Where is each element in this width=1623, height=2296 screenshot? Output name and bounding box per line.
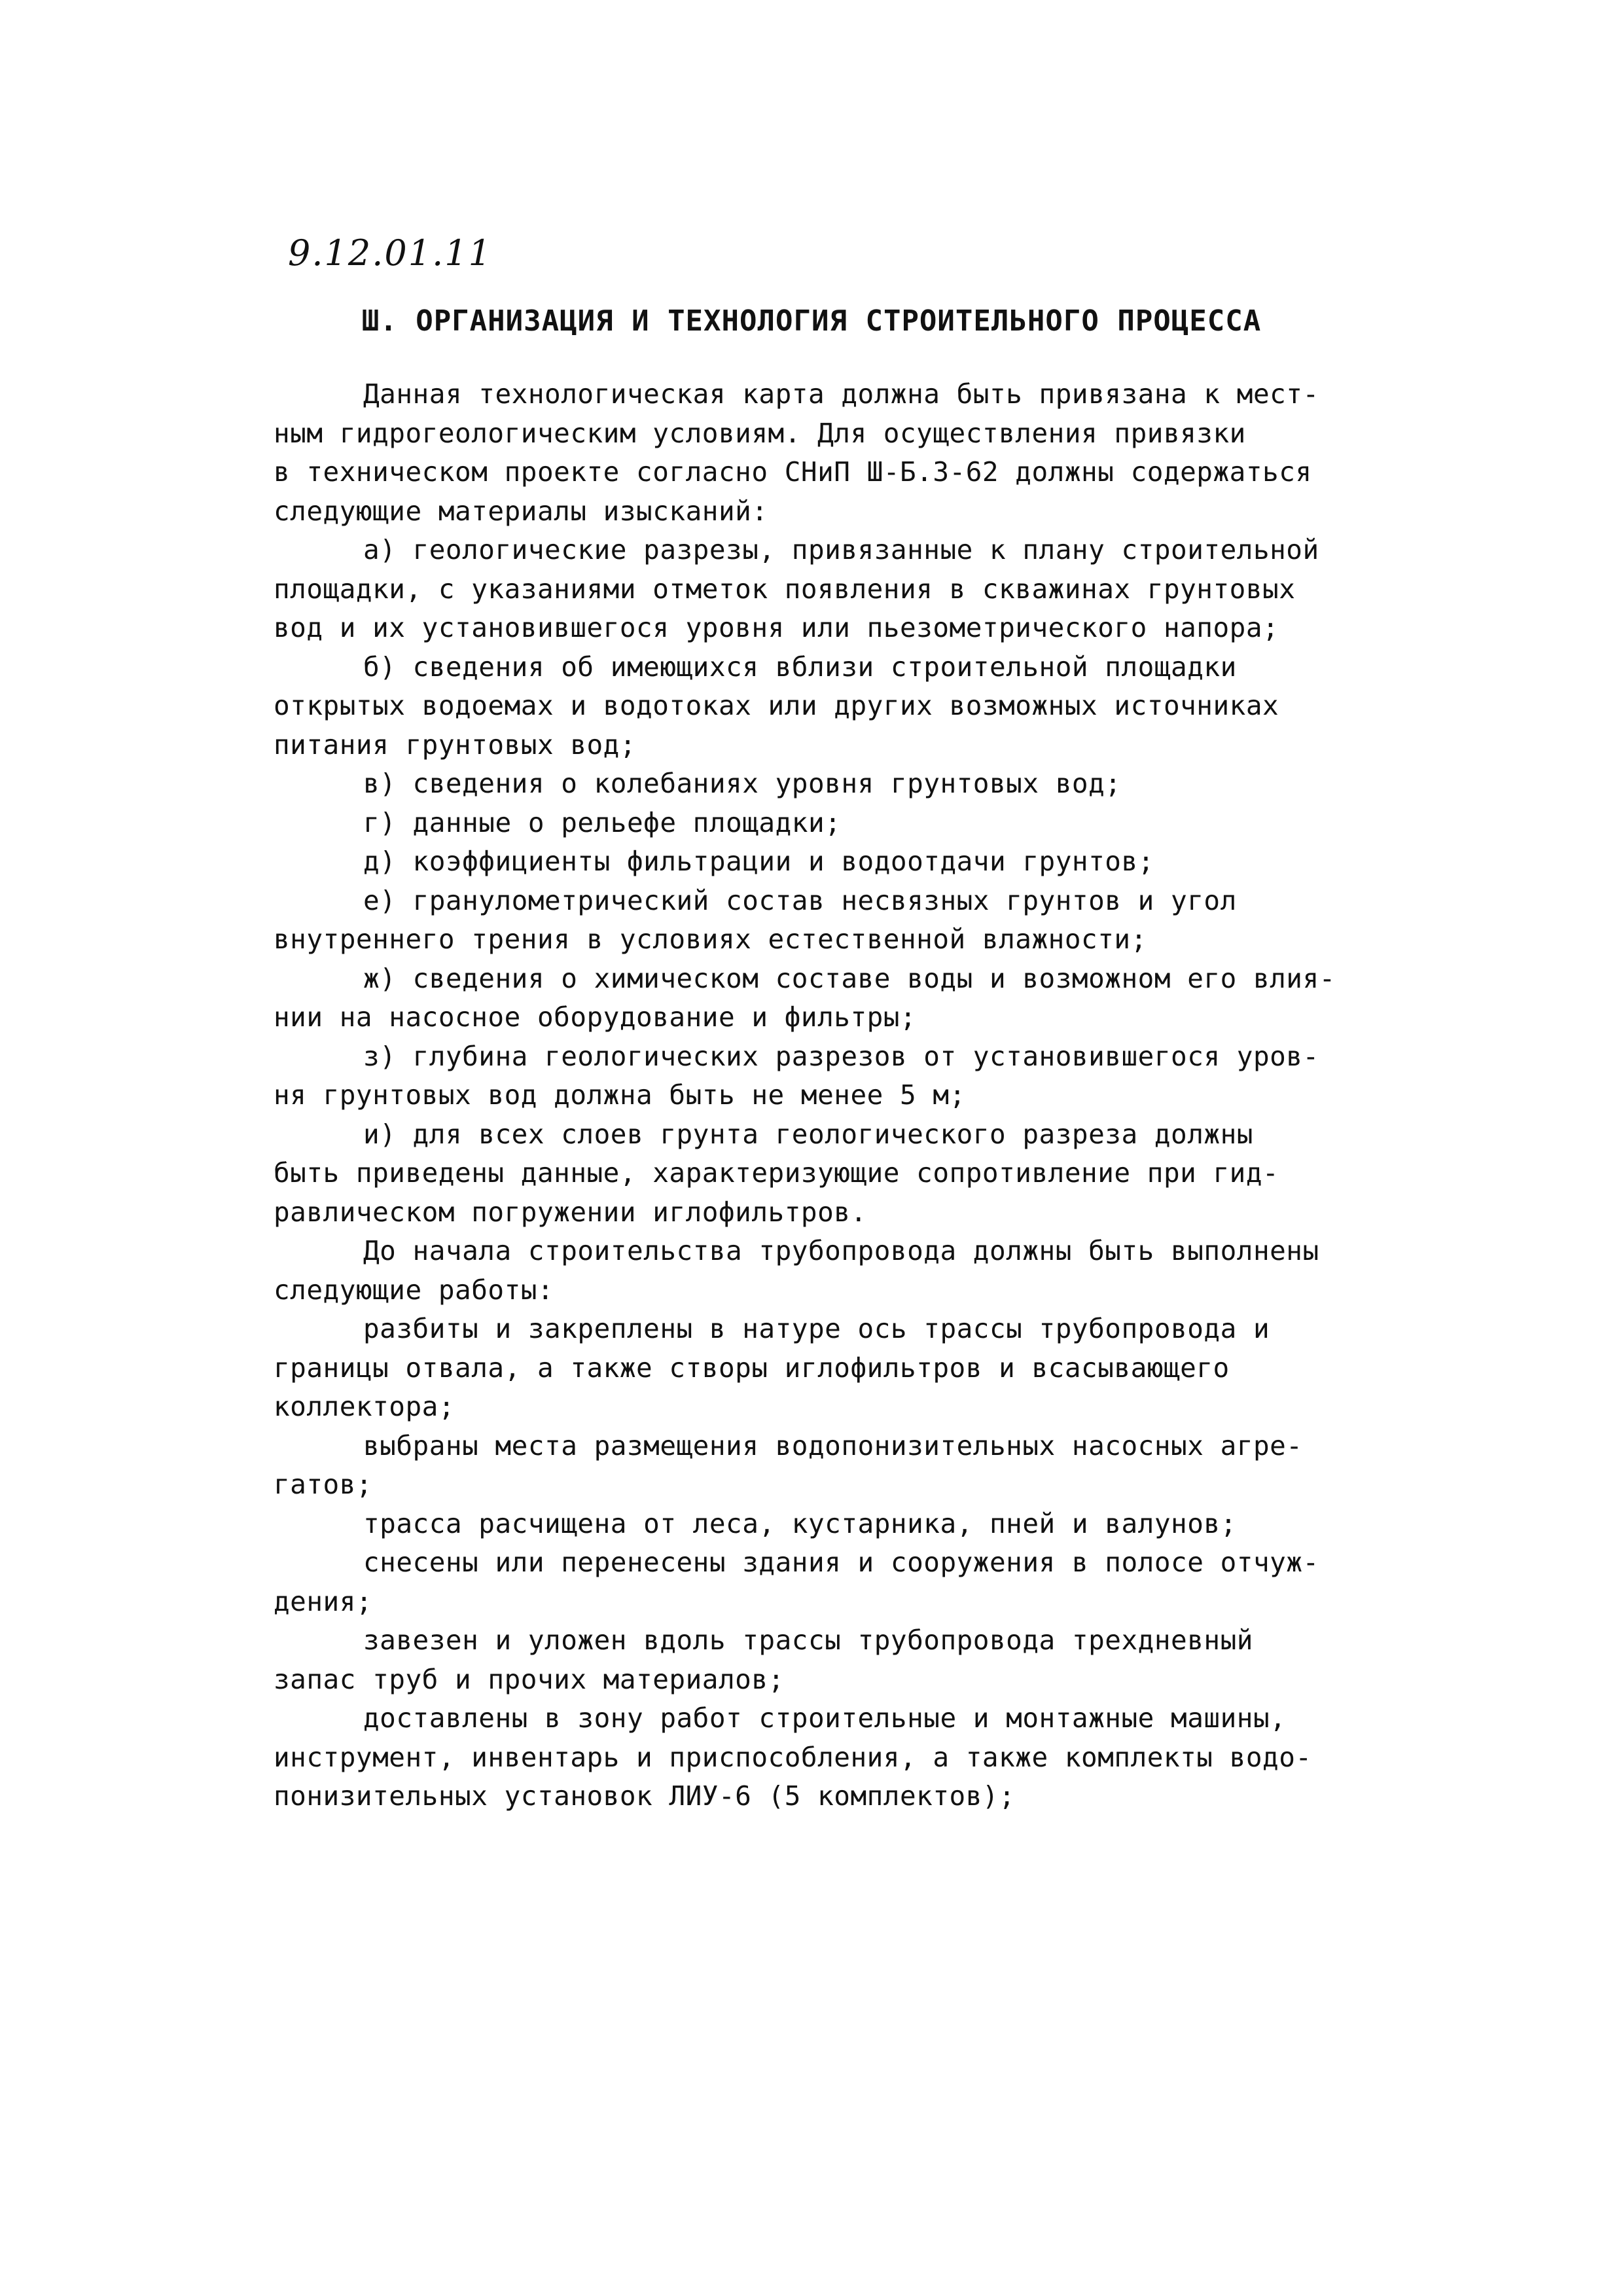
text-line: трасса расчищена от леса, кустарника, пней и валунов;	[363, 1508, 1237, 1539]
section-title: Ш. ОРГАНИЗАЦИЯ И ТЕХНОЛОГИЯ СТРОИТЕЛЬНОГО ПРОЦЕССА	[361, 304, 1262, 338]
text-line: нии на насосное оборудование и фильтры;	[274, 1001, 917, 1033]
text-line: разбиты и закреплены в натуре ось трассы трубопровода и	[363, 1313, 1270, 1344]
text-line: дения;	[274, 1586, 373, 1617]
text-line: снесены или перенесены здания и сооружения в полосе отчуж-	[363, 1547, 1319, 1578]
text-line: доставлены в зону работ строительные и монтажные машины,	[363, 1702, 1287, 1734]
text-line: в) сведения о колебаниях уровня грунтовых вод;	[363, 768, 1122, 799]
text-line: следующие материалы изысканий:	[274, 495, 768, 527]
text-line: и) для всех слоев грунта геологического разреза должны	[363, 1119, 1253, 1150]
text-line: До начала строительства трубопровода должны быть выполнены	[363, 1235, 1319, 1266]
text-line: питания грунтовых вод;	[274, 729, 637, 761]
text-line: ж) сведения о химическом составе воды и возможном его влия-	[363, 963, 1336, 994]
text-line: запас труб и прочих материалов;	[274, 1664, 785, 1695]
text-line: коллектора;	[274, 1391, 455, 1422]
text-line: Данная технологическая карта должна быть привязана к мест-	[363, 378, 1319, 410]
text-line: площадки, с указаниями отметок появления в скважинах грунтовых	[274, 573, 1296, 605]
text-line: ным гидрогеологическим условиям. Для осуществления привязки	[274, 418, 1246, 449]
text-line: границы отвала, а также створы иглофильтров и всасывающего	[274, 1352, 1230, 1384]
text-line: инструмент, инвентарь и приспособления, а также комплекты водо-	[274, 1742, 1312, 1773]
text-line: выбраны места размещения водопонизительных насосных агре-	[363, 1430, 1303, 1462]
text-line: открытых водоемах и водотоках или других возможных источниках	[274, 690, 1279, 721]
text-line: з) глубина геологических разрезов от установившегося уров-	[363, 1041, 1319, 1072]
text-line: следующие работы:	[274, 1274, 554, 1306]
text-line: д) коэффициенты фильтрации и водоотдачи грунтов;	[363, 846, 1154, 877]
text-line: равлическом погружении иглофильтров.	[274, 1196, 867, 1228]
text-line: внутреннего трения в условиях естественной влажности;	[274, 924, 1147, 955]
text-line: вод и их установившегося уровня или пьезометрического напора;	[274, 612, 1279, 643]
text-line: понизительных установок ЛИУ-6 (5 комплектов);	[274, 1780, 1016, 1812]
text-line: в техническом проекте согласно СНиП Ш-Б.3-62 должны содержаться	[274, 456, 1312, 488]
text-line: а) геологические разрезы, привязанные к плану строительной	[363, 534, 1319, 565]
text-line: б) сведения об имеющихся вблизи строительной площадки	[363, 651, 1237, 683]
document-code: 9.12.01.11	[288, 232, 492, 274]
text-line: быть приведены данные, характеризующие сопротивление при гид-	[274, 1157, 1279, 1189]
text-line: г) данные о рельефе площадки;	[363, 807, 842, 838]
text-line: гатов;	[274, 1469, 373, 1500]
text-line: завезен и уложен вдоль трассы трубопровода трехдневный	[363, 1624, 1253, 1656]
text-line: ня грунтовых вод должна быть не менее 5 м;	[274, 1079, 966, 1111]
text-line: е) гранулометрический состав несвязных грунтов и угол	[363, 885, 1237, 916]
